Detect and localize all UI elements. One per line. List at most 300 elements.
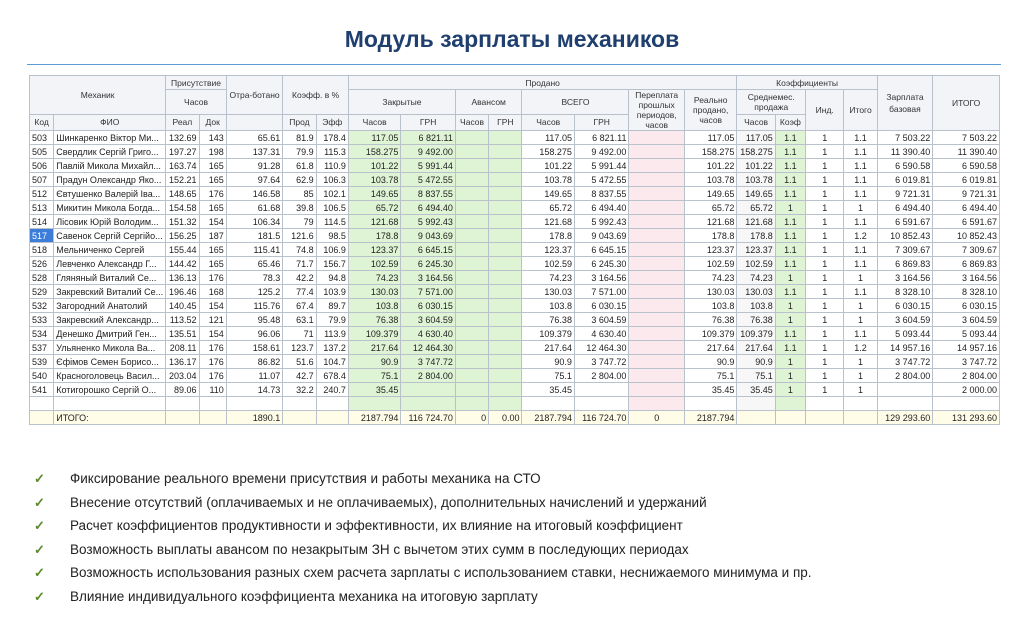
cell-it[interactable]: 14 957.16 xyxy=(933,341,1000,355)
cell-real[interactable]: 144.42 xyxy=(166,257,199,271)
table-row[interactable] xyxy=(30,383,1000,397)
cell-it[interactable]: 6 590.58 xyxy=(933,159,1000,173)
cell-ag[interactable] xyxy=(489,271,522,285)
cell-ind[interactable]: 1 xyxy=(806,159,844,173)
cell-dok[interactable]: 176 xyxy=(199,271,226,285)
cell-eff[interactable]: 94.8 xyxy=(316,271,348,285)
cell-itk[interactable]: 1.2 xyxy=(844,229,877,243)
cell-ag[interactable] xyxy=(489,187,522,201)
cell-zg[interactable]: 6 645.15 xyxy=(401,243,456,257)
cell-code[interactable]: 505 xyxy=(30,145,54,159)
cell-vh[interactable]: 76.38 xyxy=(522,313,574,327)
cell-otr[interactable]: 86.82 xyxy=(226,355,283,369)
cell-zh[interactable]: 178.8 xyxy=(348,229,400,243)
cell-sm[interactable]: 109.379 xyxy=(737,327,775,341)
cell-sm[interactable]: 217.64 xyxy=(737,341,775,355)
cell-ag[interactable] xyxy=(489,257,522,271)
cell-zh[interactable]: 75.1 xyxy=(348,369,400,383)
cell-prod[interactable]: 61.8 xyxy=(283,159,316,173)
cell-zh[interactable]: 123.37 xyxy=(348,243,400,257)
cell-itk[interactable]: 1.1 xyxy=(844,145,877,159)
cell-ind[interactable]: 1 xyxy=(806,257,844,271)
cell-ag[interactable] xyxy=(489,145,522,159)
cell-sm[interactable]: 76.38 xyxy=(737,313,775,327)
cell-kf[interactable]: 1.1 xyxy=(775,145,805,159)
cell-vh[interactable]: 103.8 xyxy=(522,299,574,313)
cell-code[interactable]: 514 xyxy=(30,215,54,229)
cell-name[interactable]: Лісовик Юрій Володим... xyxy=(54,215,166,229)
cell-ag[interactable] xyxy=(489,341,522,355)
cell-otr[interactable]: 78.3 xyxy=(226,271,283,285)
cell-ag[interactable] xyxy=(489,173,522,187)
cell-prod[interactable]: 121.6 xyxy=(283,229,316,243)
cell-rp[interactable]: 130.03 xyxy=(684,285,736,299)
cell-zb[interactable]: 6 591.67 xyxy=(877,215,933,229)
cell-zg[interactable]: 6 821.11 xyxy=(401,131,456,145)
cell-kf[interactable]: 1.1 xyxy=(775,327,805,341)
cell-rp[interactable]: 90.9 xyxy=(684,355,736,369)
cell-ah[interactable] xyxy=(455,383,488,397)
cell-itk[interactable]: 1 xyxy=(844,355,877,369)
cell-per[interactable] xyxy=(629,327,685,341)
cell-sm[interactable]: 130.03 xyxy=(737,285,775,299)
cell-ah[interactable] xyxy=(455,355,488,369)
cell-vh[interactable]: 102.59 xyxy=(522,257,574,271)
cell-zb[interactable]: 9 721.31 xyxy=(877,187,933,201)
cell-rp[interactable]: 74.23 xyxy=(684,271,736,285)
cell-eff[interactable]: 115.3 xyxy=(316,145,348,159)
cell-real[interactable]: 140.45 xyxy=(166,299,199,313)
cell-dok[interactable]: 165 xyxy=(199,243,226,257)
cell-name[interactable]: Шинкаренко Віктор Ми... xyxy=(54,131,166,145)
cell-per[interactable] xyxy=(629,355,685,369)
cell-otr[interactable]: 91.28 xyxy=(226,159,283,173)
cell-otr[interactable]: 97.64 xyxy=(226,173,283,187)
cell-kf[interactable]: 1 xyxy=(775,355,805,369)
cell-ind[interactable]: 1 xyxy=(806,201,844,215)
cell-vh[interactable]: 103.78 xyxy=(522,173,574,187)
cell-ah[interactable] xyxy=(455,215,488,229)
cell-name[interactable]: Мельниченко Сергей xyxy=(54,243,166,257)
cell-it[interactable]: 5 093.44 xyxy=(933,327,1000,341)
cell-ah[interactable] xyxy=(455,201,488,215)
cell-sm[interactable]: 103.78 xyxy=(737,173,775,187)
cell-ag[interactable] xyxy=(489,355,522,369)
cell-dok[interactable]: 165 xyxy=(199,173,226,187)
cell-vh[interactable]: 217.64 xyxy=(522,341,574,355)
cell-zh[interactable]: 103.78 xyxy=(348,173,400,187)
cell-ind[interactable]: 1 xyxy=(806,299,844,313)
cell-vg[interactable]: 9 043.69 xyxy=(574,229,629,243)
cell-rp[interactable]: 75.1 xyxy=(684,369,736,383)
cell-real[interactable]: 135.51 xyxy=(166,327,199,341)
cell-sm[interactable]: 123.37 xyxy=(737,243,775,257)
cell-code[interactable]: 532 xyxy=(30,299,54,313)
cell-itk[interactable]: 1.1 xyxy=(844,327,877,341)
cell-it[interactable]: 6 869.83 xyxy=(933,257,1000,271)
cell-eff[interactable]: 104.7 xyxy=(316,355,348,369)
cell-rp[interactable]: 103.8 xyxy=(684,299,736,313)
cell-it[interactable]: 11 390.40 xyxy=(933,145,1000,159)
cell-itk[interactable]: 1.1 xyxy=(844,131,877,145)
table-row[interactable] xyxy=(30,369,1000,383)
cell-rp[interactable]: 109.379 xyxy=(684,327,736,341)
cell-otr[interactable]: 115.76 xyxy=(226,299,283,313)
cell-otr[interactable]: 65.46 xyxy=(226,257,283,271)
cell-itk[interactable]: 1 xyxy=(844,271,877,285)
cell-ind[interactable]: 1 xyxy=(806,145,844,159)
cell-rp[interactable]: 149.65 xyxy=(684,187,736,201)
cell-code[interactable]: 541 xyxy=(30,383,54,397)
cell-vg[interactable]: 6 245.30 xyxy=(574,257,629,271)
cell-dok[interactable]: 187 xyxy=(199,229,226,243)
cell-name[interactable]: Котигорошко Сергій О... xyxy=(54,383,166,397)
cell-vh[interactable]: 101.22 xyxy=(522,159,574,173)
cell-ind[interactable]: 1 xyxy=(806,341,844,355)
cell-rp[interactable]: 101.22 xyxy=(684,159,736,173)
cell-ag[interactable] xyxy=(489,131,522,145)
cell-sm[interactable]: 75.1 xyxy=(737,369,775,383)
cell-name[interactable]: Денешко Дмитрий Ген... xyxy=(54,327,166,341)
cell-sm[interactable]: 103.8 xyxy=(737,299,775,313)
cell-vg[interactable] xyxy=(574,383,629,397)
cell-zh[interactable]: 121.68 xyxy=(348,215,400,229)
cell-eff[interactable]: 114.5 xyxy=(316,215,348,229)
cell-code[interactable]: 503 xyxy=(30,131,54,145)
table-row[interactable] xyxy=(30,313,1000,327)
cell-kf[interactable]: 1.1 xyxy=(775,131,805,145)
cell-zb[interactable]: 6 019.81 xyxy=(877,173,933,187)
cell-prod[interactable]: 79.9 xyxy=(283,145,316,159)
cell-zg[interactable]: 5 991.44 xyxy=(401,159,456,173)
cell-real[interactable]: 197.27 xyxy=(166,145,199,159)
cell-zh[interactable]: 158.275 xyxy=(348,145,400,159)
cell-eff[interactable]: 79.9 xyxy=(316,313,348,327)
cell-dok[interactable]: 176 xyxy=(199,187,226,201)
cell-zb[interactable]: 6 590.58 xyxy=(877,159,933,173)
cell-name[interactable]: Красноголовець Васил... xyxy=(54,369,166,383)
cell-rp[interactable]: 35.45 xyxy=(684,383,736,397)
table-row[interactable] xyxy=(30,355,1000,369)
cell-zg[interactable]: 9 492.00 xyxy=(401,145,456,159)
cell-ah[interactable] xyxy=(455,341,488,355)
cell-ag[interactable] xyxy=(489,285,522,299)
cell-real[interactable]: 148.65 xyxy=(166,187,199,201)
cell-kf[interactable]: 1.1 xyxy=(775,243,805,257)
cell-dok[interactable]: 176 xyxy=(199,355,226,369)
cell-code[interactable]: 518 xyxy=(30,243,54,257)
cell-dok[interactable]: 154 xyxy=(199,299,226,313)
cell-itk[interactable]: 1.1 xyxy=(844,243,877,257)
cell-vg[interactable]: 5 472.55 xyxy=(574,173,629,187)
cell-itk[interactable]: 1 xyxy=(844,369,877,383)
cell-prod[interactable]: 67.4 xyxy=(283,299,316,313)
cell-itk[interactable]: 1.1 xyxy=(844,215,877,229)
cell-per[interactable] xyxy=(629,257,685,271)
cell-real[interactable]: 196.46 xyxy=(166,285,199,299)
cell-kf[interactable]: 1 xyxy=(775,313,805,327)
cell-ind[interactable]: 1 xyxy=(806,383,844,397)
cell-otr[interactable]: 61.68 xyxy=(226,201,283,215)
cell-it[interactable]: 2 804.00 xyxy=(933,369,1000,383)
cell-it[interactable]: 3 164.56 xyxy=(933,271,1000,285)
cell-sm[interactable]: 102.59 xyxy=(737,257,775,271)
cell-prod[interactable]: 79 xyxy=(283,215,316,229)
cell-dok[interactable]: 110 xyxy=(199,383,226,397)
cell-kf[interactable]: 1 xyxy=(775,271,805,285)
cell-sm[interactable]: 35.45 xyxy=(737,383,775,397)
cell-prod[interactable]: 51.6 xyxy=(283,355,316,369)
cell-ind[interactable]: 1 xyxy=(806,355,844,369)
cell-real[interactable]: 154.58 xyxy=(166,201,199,215)
cell-eff[interactable]: 113.9 xyxy=(316,327,348,341)
cell-code[interactable]: 513 xyxy=(30,201,54,215)
cell-prod[interactable]: 77.4 xyxy=(283,285,316,299)
cell-zb[interactable]: 3 747.72 xyxy=(877,355,933,369)
cell-ah[interactable] xyxy=(455,257,488,271)
cell-ind[interactable]: 1 xyxy=(806,271,844,285)
cell-eff[interactable]: 178.4 xyxy=(316,131,348,145)
cell-code[interactable]: 539 xyxy=(30,355,54,369)
cell-per[interactable] xyxy=(629,285,685,299)
cell-ind[interactable]: 1 xyxy=(806,229,844,243)
cell-kf[interactable]: 1.1 xyxy=(775,173,805,187)
cell-zb[interactable]: 10 852.43 xyxy=(877,229,933,243)
cell-ind[interactable]: 1 xyxy=(806,327,844,341)
cell-name[interactable]: Прадун Олександр Яко... xyxy=(54,173,166,187)
cell-zg[interactable]: 6 245.30 xyxy=(401,257,456,271)
cell-it[interactable]: 6 030.15 xyxy=(933,299,1000,313)
cell-ah[interactable] xyxy=(455,299,488,313)
cell-zb[interactable]: 3 604.59 xyxy=(877,313,933,327)
cell-zb[interactable]: 5 093.44 xyxy=(877,327,933,341)
cell-zg[interactable]: 8 837.55 xyxy=(401,187,456,201)
cell-ag[interactable] xyxy=(489,327,522,341)
cell-rp[interactable]: 102.59 xyxy=(684,257,736,271)
cell-zb[interactable]: 6 030.15 xyxy=(877,299,933,313)
cell-eff[interactable]: 156.7 xyxy=(316,257,348,271)
cell-eff[interactable]: 102.1 xyxy=(316,187,348,201)
cell-otr[interactable]: 95.48 xyxy=(226,313,283,327)
cell-ag[interactable] xyxy=(489,215,522,229)
cell-per[interactable] xyxy=(629,299,685,313)
cell-kf[interactable]: 1.1 xyxy=(775,341,805,355)
cell-otr[interactable]: 14.73 xyxy=(226,383,283,397)
cell-eff[interactable]: 103.9 xyxy=(316,285,348,299)
cell-sm[interactable]: 121.68 xyxy=(737,215,775,229)
cell-sm[interactable]: 158.275 xyxy=(737,145,775,159)
cell-kf[interactable]: 1 xyxy=(775,383,805,397)
cell-zg[interactable] xyxy=(401,383,456,397)
cell-zh[interactable]: 149.65 xyxy=(348,187,400,201)
cell-zb[interactable]: 8 328.10 xyxy=(877,285,933,299)
cell-name[interactable]: Павлій Микола Михайл... xyxy=(54,159,166,173)
cell-vh[interactable]: 90.9 xyxy=(522,355,574,369)
cell-ah[interactable] xyxy=(455,145,488,159)
cell-zg[interactable]: 6 494.40 xyxy=(401,201,456,215)
table-row[interactable] xyxy=(30,285,1000,299)
cell-per[interactable] xyxy=(629,173,685,187)
cell-prod[interactable]: 74.8 xyxy=(283,243,316,257)
cell-ah[interactable] xyxy=(455,243,488,257)
cell-prod[interactable]: 71.7 xyxy=(283,257,316,271)
cell-otr[interactable]: 11.07 xyxy=(226,369,283,383)
cell-per[interactable] xyxy=(629,229,685,243)
cell-zg[interactable]: 2 804.00 xyxy=(401,369,456,383)
cell-ah[interactable] xyxy=(455,159,488,173)
cell-zg[interactable]: 3 164.56 xyxy=(401,271,456,285)
cell-ind[interactable]: 1 xyxy=(806,173,844,187)
table-row[interactable] xyxy=(30,229,1000,243)
cell-zg[interactable]: 9 043.69 xyxy=(401,229,456,243)
table-row[interactable] xyxy=(30,145,1000,159)
cell-zg[interactable]: 7 571.00 xyxy=(401,285,456,299)
cell-zg[interactable]: 12 464.30 xyxy=(401,341,456,355)
cell-itk[interactable]: 1.1 xyxy=(844,173,877,187)
cell-prod[interactable]: 39.8 xyxy=(283,201,316,215)
cell-real[interactable]: 208.11 xyxy=(166,341,199,355)
cell-ag[interactable] xyxy=(489,299,522,313)
cell-prod[interactable]: 71 xyxy=(283,327,316,341)
cell-per[interactable] xyxy=(629,145,685,159)
cell-otr[interactable]: 137.31 xyxy=(226,145,283,159)
cell-itk[interactable]: 1.1 xyxy=(844,285,877,299)
cell-dok[interactable]: 198 xyxy=(199,145,226,159)
cell-vh[interactable]: 158.275 xyxy=(522,145,574,159)
cell-otr[interactable]: 146.58 xyxy=(226,187,283,201)
cell-prod[interactable]: 62.9 xyxy=(283,173,316,187)
cell-per[interactable] xyxy=(629,369,685,383)
cell-vh[interactable]: 123.37 xyxy=(522,243,574,257)
cell-vg[interactable]: 8 837.55 xyxy=(574,187,629,201)
cell-code[interactable]: 506 xyxy=(30,159,54,173)
cell-code[interactable]: 534 xyxy=(30,327,54,341)
cell-rp[interactable]: 117.05 xyxy=(684,131,736,145)
cell-dok[interactable]: 154 xyxy=(199,327,226,341)
table-row[interactable] xyxy=(30,341,1000,355)
cell-zh[interactable]: 109.379 xyxy=(348,327,400,341)
cell-zh[interactable]: 65.72 xyxy=(348,201,400,215)
cell-kf[interactable]: 1.1 xyxy=(775,187,805,201)
cell-vg[interactable]: 12 464.30 xyxy=(574,341,629,355)
cell-ag[interactable] xyxy=(489,229,522,243)
cell-eff[interactable]: 106.3 xyxy=(316,173,348,187)
cell-ah[interactable] xyxy=(455,271,488,285)
cell-ah[interactable] xyxy=(455,173,488,187)
cell-kf[interactable]: 1.1 xyxy=(775,257,805,271)
cell-vh[interactable]: 35.45 xyxy=(522,383,574,397)
cell-real[interactable]: 113.52 xyxy=(166,313,199,327)
cell-otr[interactable]: 115.41 xyxy=(226,243,283,257)
cell-zh[interactable]: 74.23 xyxy=(348,271,400,285)
cell-per[interactable] xyxy=(629,383,685,397)
cell-real[interactable]: 151.32 xyxy=(166,215,199,229)
cell-ah[interactable] xyxy=(455,131,488,145)
cell-rp[interactable]: 65.72 xyxy=(684,201,736,215)
cell-sm[interactable]: 178.8 xyxy=(737,229,775,243)
cell-dok[interactable]: 168 xyxy=(199,285,226,299)
cell-name[interactable]: Гляняный Виталий Се... xyxy=(54,271,166,285)
cell-prod[interactable]: 42.7 xyxy=(283,369,316,383)
cell-ah[interactable] xyxy=(455,327,488,341)
cell-kf[interactable]: 1 xyxy=(775,369,805,383)
cell-per[interactable] xyxy=(629,201,685,215)
cell-name[interactable]: Єфімов Семен Борисо... xyxy=(54,355,166,369)
cell-it[interactable]: 3 747.72 xyxy=(933,355,1000,369)
cell-itk[interactable]: 1 xyxy=(844,383,877,397)
cell-vg[interactable]: 9 492.00 xyxy=(574,145,629,159)
cell-eff[interactable]: 89.7 xyxy=(316,299,348,313)
cell-zh[interactable]: 117.05 xyxy=(348,131,400,145)
cell-real[interactable]: 89.06 xyxy=(166,383,199,397)
cell-zh[interactable]: 217.64 xyxy=(348,341,400,355)
cell-ind[interactable]: 1 xyxy=(806,285,844,299)
cell-sm[interactable]: 74.23 xyxy=(737,271,775,285)
cell-rp[interactable]: 123.37 xyxy=(684,243,736,257)
cell-name[interactable]: Савенок Сергій Сергійо... xyxy=(54,229,166,243)
cell-code[interactable]: 540 xyxy=(30,369,54,383)
table-row[interactable] xyxy=(30,257,1000,271)
cell-kf[interactable]: 1.1 xyxy=(775,159,805,173)
cell-ah[interactable] xyxy=(455,313,488,327)
cell-real[interactable]: 152.21 xyxy=(166,173,199,187)
cell-zb[interactable]: 11 390.40 xyxy=(877,145,933,159)
cell-eff[interactable]: 678.4 xyxy=(316,369,348,383)
cell-per[interactable] xyxy=(629,341,685,355)
cell-vg[interactable]: 5 991.44 xyxy=(574,159,629,173)
cell-vh[interactable]: 117.05 xyxy=(522,131,574,145)
cell-kf[interactable]: 1.1 xyxy=(775,215,805,229)
cell-kf[interactable]: 1 xyxy=(775,201,805,215)
cell-zb[interactable]: 14 957.16 xyxy=(877,341,933,355)
cell-it[interactable]: 9 721.31 xyxy=(933,187,1000,201)
cell-vh[interactable]: 75.1 xyxy=(522,369,574,383)
cell-vg[interactable]: 2 804.00 xyxy=(574,369,629,383)
cell-eff[interactable]: 137.2 xyxy=(316,341,348,355)
cell-otr[interactable]: 158.61 xyxy=(226,341,283,355)
cell-ind[interactable]: 1 xyxy=(806,369,844,383)
cell-per[interactable] xyxy=(629,243,685,257)
cell-name[interactable]: Ульяненко Микола Ва... xyxy=(54,341,166,355)
cell-prod[interactable]: 32.2 xyxy=(283,383,316,397)
cell-vg[interactable]: 5 992.43 xyxy=(574,215,629,229)
cell-vg[interactable]: 3 747.72 xyxy=(574,355,629,369)
cell-vg[interactable]: 6 645.15 xyxy=(574,243,629,257)
cell-sm[interactable]: 117.05 xyxy=(737,131,775,145)
cell-rp[interactable]: 158.275 xyxy=(684,145,736,159)
cell-zh[interactable]: 103.8 xyxy=(348,299,400,313)
cell-zb[interactable]: 6 869.83 xyxy=(877,257,933,271)
cell-kf[interactable]: 1.1 xyxy=(775,285,805,299)
cell-per[interactable] xyxy=(629,313,685,327)
cell-name[interactable]: Микитин Микола Богда... xyxy=(54,201,166,215)
cell-ah[interactable] xyxy=(455,285,488,299)
table-row[interactable] xyxy=(30,215,1000,229)
cell-name[interactable]: Свердлик Сергій Григо... xyxy=(54,145,166,159)
cell-it[interactable]: 6 494.40 xyxy=(933,201,1000,215)
cell-code[interactable]: 533 xyxy=(30,313,54,327)
cell-zb[interactable]: 3 164.56 xyxy=(877,271,933,285)
cell-eff[interactable]: 240.7 xyxy=(316,383,348,397)
table-row[interactable] xyxy=(30,299,1000,313)
cell-itk[interactable]: 1.2 xyxy=(844,341,877,355)
cell-per[interactable] xyxy=(629,159,685,173)
cell-real[interactable]: 163.74 xyxy=(166,159,199,173)
cell-it[interactable]: 2 000.00 xyxy=(933,383,1000,397)
cell-vg[interactable]: 6 030.15 xyxy=(574,299,629,313)
cell-it[interactable]: 3 604.59 xyxy=(933,313,1000,327)
cell-per[interactable] xyxy=(629,131,685,145)
